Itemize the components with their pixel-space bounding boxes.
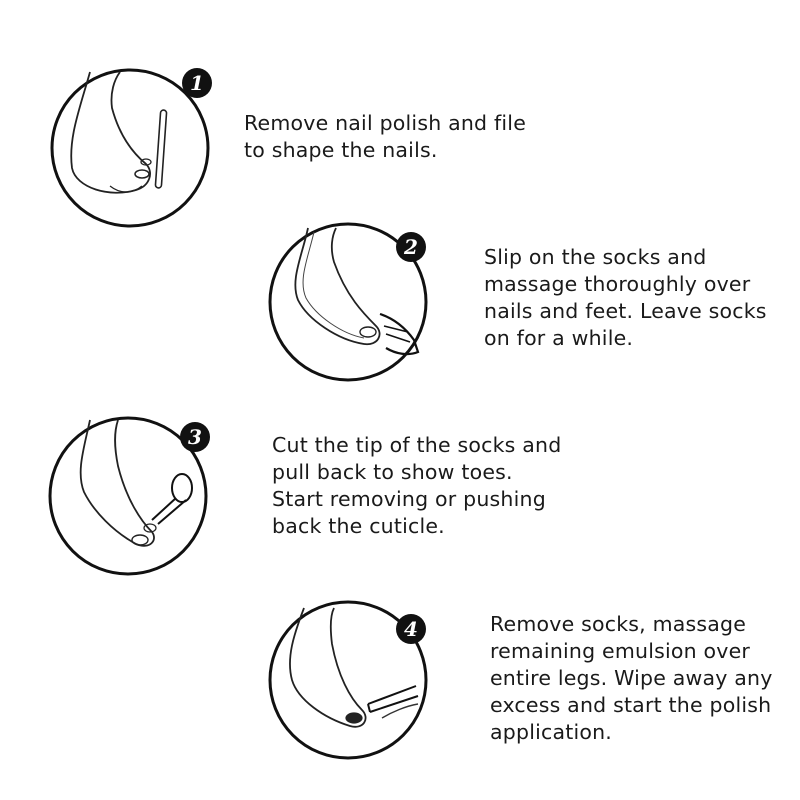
step-4-number-badge: 4: [396, 614, 426, 644]
step-4-text: [490, 611, 773, 746]
step-2-text: [484, 244, 767, 352]
step-4-line-3: entire legs. Wipe away any: [490, 666, 773, 690]
step-2-line-4: on for a while.: [484, 326, 634, 350]
step-1-text: [244, 110, 526, 164]
step-1-line-1: Remove nail polish and file: [244, 111, 527, 135]
step-1-line-2: to shape the nails.: [244, 138, 438, 162]
step-4-line-2: remaining emulsion over: [490, 639, 751, 663]
step-3-line-4: back the cuticle.: [272, 514, 445, 538]
step-2-line-1: Slip on the socks and: [484, 245, 707, 269]
step-3-line-2: pull back to show toes.: [272, 460, 513, 484]
step-2-number-badge: 2: [396, 232, 426, 262]
step-3-line-1: Cut the tip of the socks and: [272, 433, 562, 457]
step-4-line-4: excess and start the polish: [490, 693, 772, 717]
step-3-line-3: Start removing or pushing: [272, 487, 546, 511]
step-1-number-badge: 1: [182, 68, 212, 98]
step-3-text: [272, 432, 561, 540]
step-2-line-3: nails and feet. Leave socks: [484, 299, 767, 323]
step-3-number-badge: 3: [180, 422, 210, 452]
step-2-line-2: massage thoroughly over: [484, 272, 751, 296]
step-4-line-5: application.: [490, 720, 612, 744]
step-4-line-1: Remove socks, massage: [490, 612, 747, 636]
